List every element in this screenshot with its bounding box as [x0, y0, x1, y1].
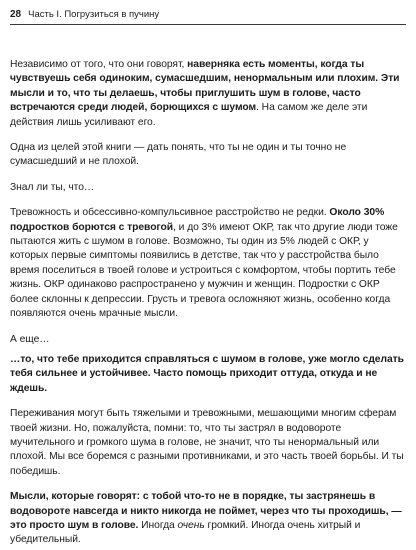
page-number: 28 [10, 9, 22, 20]
text-run: Одна из целей этой книги — дать понять, что ты не один и ты точно не сумасшедший и не плохой. [10, 142, 347, 168]
page-body [10, 58, 406, 548]
paragraph [10, 141, 406, 170]
paragraph [10, 490, 406, 548]
paragraph [10, 407, 406, 479]
paragraph [10, 206, 406, 321]
running-title: Часть I. Погрузиться в пучину [28, 9, 160, 20]
paragraph [10, 333, 406, 347]
text-run: , и до 3% имеют ОКР, так что другие люди тоже пытаются жить с шумом в голове. Возможно, ты один из 5% людей с ОКР, у которых первые симптомы появились в детстве, так что у расстройства было время поселиться в твоей голове и устроиться с комфортом, чтобы портить тебе жизнь. ОКР одинаково распространено у мужчин и женщин. Подростки с ОКР более склонны к депрессии. Грусть и тревога осложняют жизнь, особенно когда появляются очень мрачные мысли. [10, 221, 398, 320]
paragraph [10, 353, 406, 396]
text-run: Тревожность и обсессивно-компульсивное расстройство не редки. [10, 207, 330, 219]
text-run: Знал ли ты, что… [10, 181, 95, 193]
paragraph [10, 58, 406, 130]
text-run: Переживания могут быть тяжелыми и тревожными, мешающими многим сферам твоей жизни. Но, пожалуйста, помни: то, что ты застрял в водовороте мучительного и громкого шума в голове, не значит, что ты ненормальный или плохой. Мы все боремся с разными противниками, и это часть твоей борьбы. И ты победишь. [10, 408, 404, 477]
bold-text: Около 30% подростков борются с тревогой [10, 207, 385, 233]
text-run: . На самом же деле эти действия лишь усиливают его. [10, 102, 368, 128]
bold-text: Мысли, которые говорят: с тобой что-то не в порядке, ты застрянешь в водовороте навсегда и никто никогда не поймет, через что ты проходишь, — это просто шум в голове. [10, 491, 402, 531]
paragraph [10, 181, 406, 195]
italic-text: очень [177, 519, 205, 531]
text-run: Независимо от того, что они говорят, [10, 59, 188, 70]
bold-text: наверняка есть моменты, когда ты чувствуешь себя одиноким, сумасшедшим, ненормальным или плохим. Эти мысли и то, что ты делаешь, чтобы приглушить шум в голове, часто встречаются среди людей, борющихся с шумом [10, 59, 400, 114]
bold-text: …то, что тебе приходится справляться с шумом в голове, уже могло сделать тебя сильнее и устойчивее. Часто помощь приходит оттуда, откуда и не ждешь. [10, 353, 404, 394]
page-header [10, 9, 406, 25]
text-run: громкий. Иногда очень хитрый и убедительный. [10, 519, 361, 546]
text-run: А еще… [10, 333, 50, 345]
text-run: Иногда [138, 519, 178, 531]
